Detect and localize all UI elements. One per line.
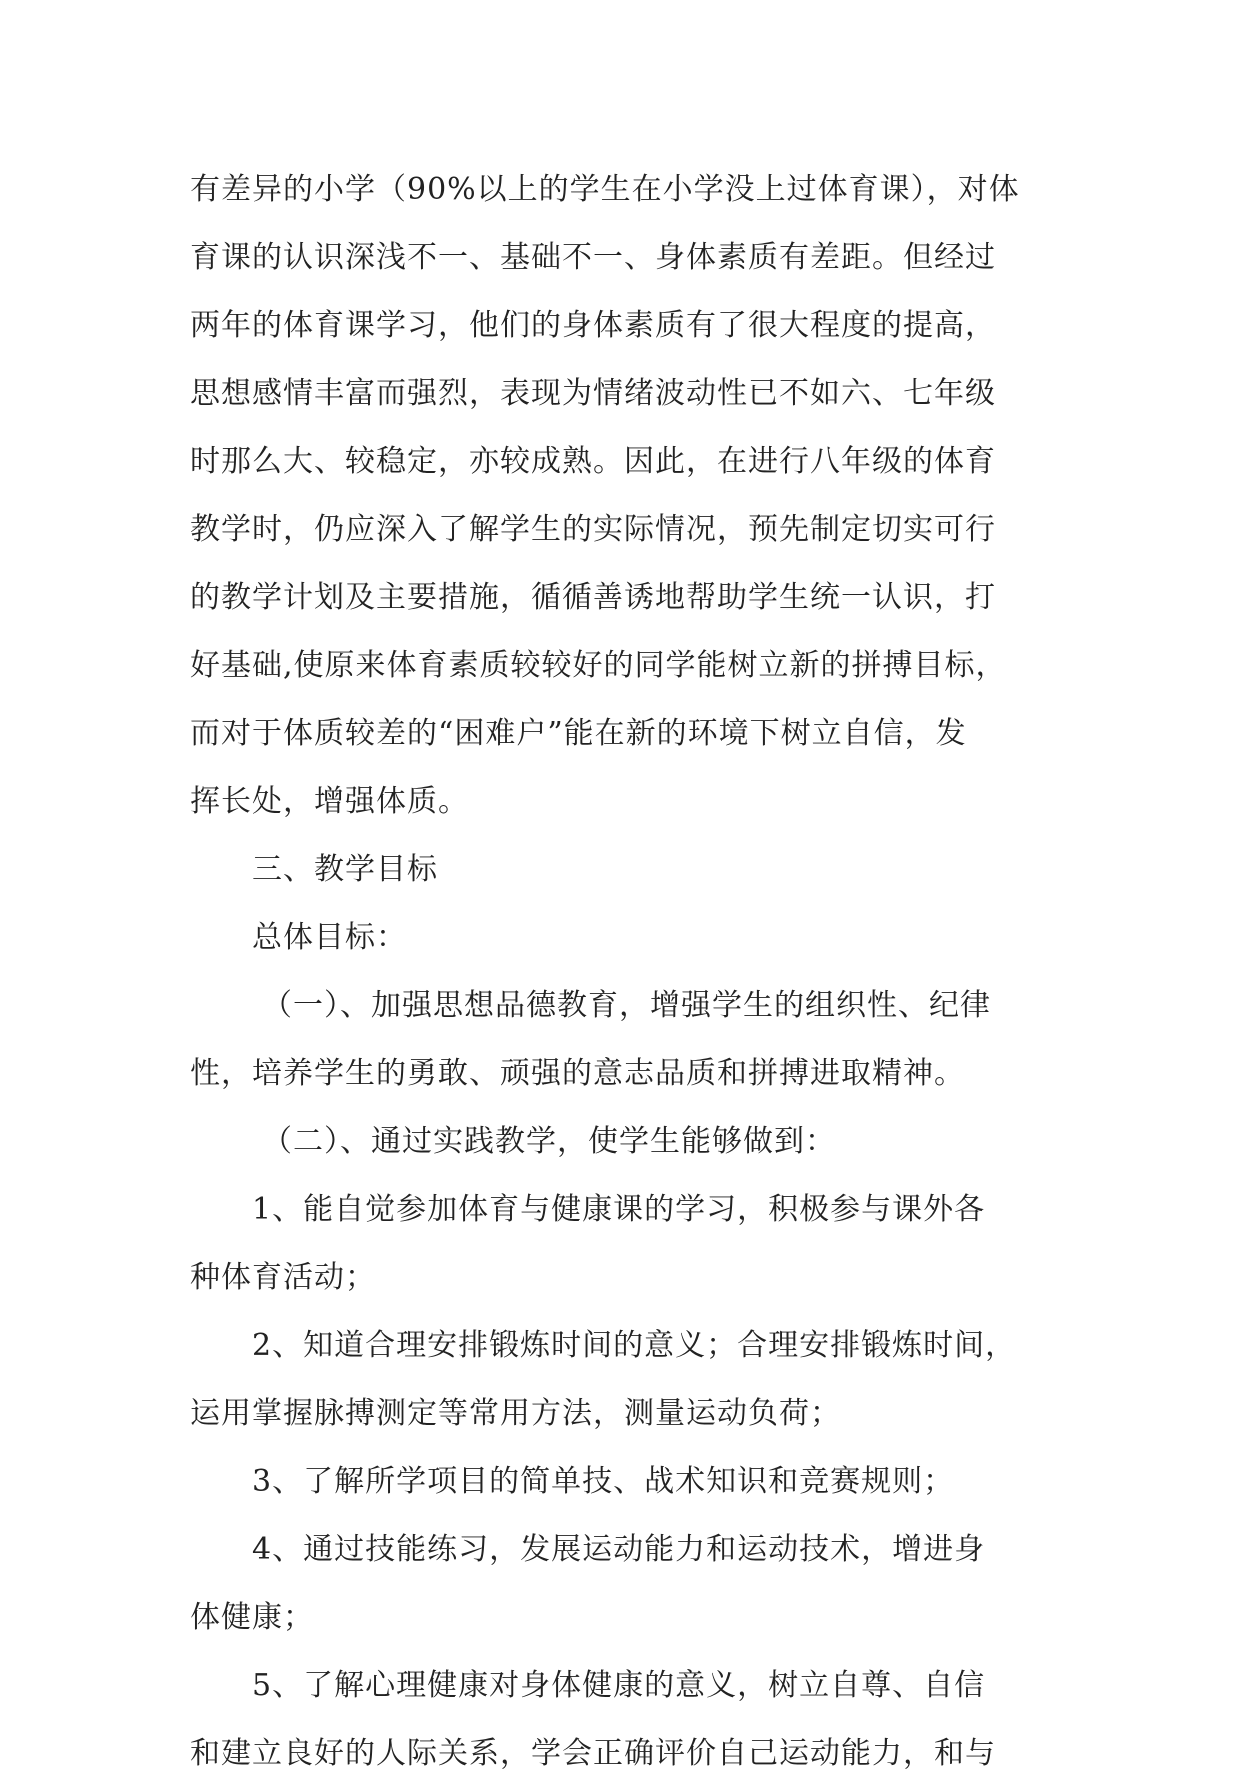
text-line: 性，培养学生的勇敢、顽强的意志品质和拼搏进取精神。	[190, 1056, 965, 1091]
text-line: 5、了解心理健康对身体健康的意义，树立自尊、自信	[252, 1668, 986, 1703]
text-line: 运用掌握脉搏测定等常用方法，测量运动负荷；	[190, 1396, 841, 1431]
text-line: 和建立良好的人际关系，学会正确评价自己运动能力，和与	[190, 1736, 996, 1771]
text-line: 1、能自觉参加体育与健康课的学习，积极参与课外各	[252, 1192, 986, 1227]
text-line: 而对于体质较差的“困难户”能在新的环境下树立自信，发	[190, 716, 967, 751]
text-line: 种体育活动；	[190, 1260, 376, 1295]
goal-item-1	[190, 1176, 1058, 1312]
text-line: 育课的认识深浅不一、基础不一、身体素质有差距。但经过	[190, 240, 996, 275]
text-line: 3、了解所学项目的简单技、战术知识和竞赛规则；	[252, 1464, 955, 1499]
text-line: 4、通过技能练习，发展运动能力和运动技术，增进身	[252, 1532, 986, 1567]
overall-goal-label: 总体目标：	[252, 920, 407, 955]
goal-item-2	[190, 1312, 1058, 1448]
goal-item-5	[190, 1652, 1058, 1788]
goal-two-heading: （二）、通过实践教学，使学生能够做到：	[262, 1124, 836, 1159]
text-line: 教学时，仍应深入了解学生的实际情况，预先制定切实可行	[190, 512, 996, 547]
paragraph-intro	[190, 156, 1058, 836]
text-line: 体健康；	[190, 1600, 314, 1635]
text-line: 时那么大、较稳定，亦较成熟。因此，在进行八年级的体育	[190, 444, 996, 479]
goal-item-4	[190, 1516, 1058, 1652]
text-line: 思想感情丰富而强烈，表现为情绪波动性已不如六、七年级	[190, 376, 996, 411]
text-line: 两年的体育课学习，他们的身体素质有了很大程度的提高，	[190, 308, 996, 343]
document-body	[190, 156, 1058, 1788]
goal-one-paragraph	[190, 972, 1058, 1108]
text-line: （一）、加强思想品德教育，增强学生的组织性、纪律	[262, 988, 991, 1023]
text-line: 有差异的小学（90%以上的学生在小学没上过体育课），对体	[190, 172, 1020, 207]
text-line: 的教学计划及主要措施，循循善诱地帮助学生统一认识，打	[190, 580, 996, 615]
text-line: 好基础,使原来体育素质较较好的同学能树立新的拼搏目标，	[190, 648, 1007, 683]
section-heading: 三、教学目标	[252, 852, 438, 887]
text-line: 2、知道合理安排锻炼时间的意义；合理安排锻炼时间，	[252, 1328, 1017, 1363]
goal-item-3	[190, 1448, 1058, 1516]
text-line: 挥长处，增强体质。	[190, 784, 469, 819]
